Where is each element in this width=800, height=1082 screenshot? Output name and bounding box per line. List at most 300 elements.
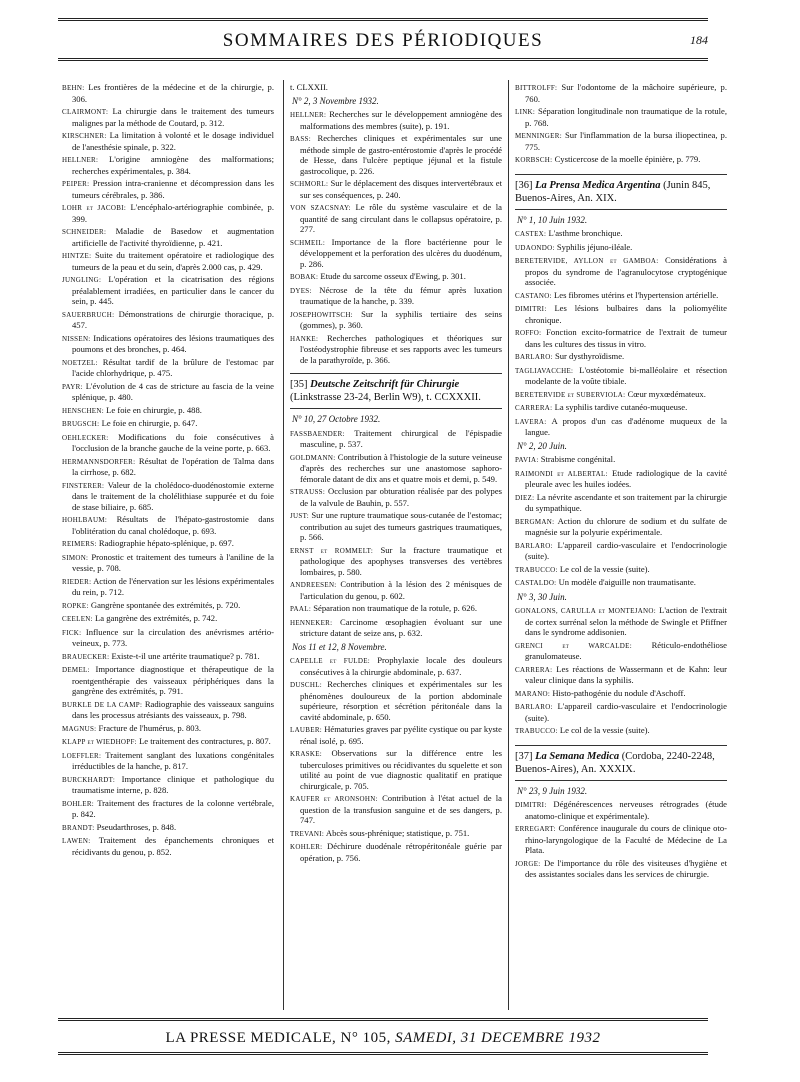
article-title: Pronostic et traitement des tumeurs à l'aniline de la vessie, p. 708. [72, 551, 274, 573]
article-entry [290, 285, 502, 307]
footer-day: SAMEDI, [395, 1030, 457, 1046]
column-3 [515, 82, 727, 882]
article-author: SIMON: [62, 553, 89, 562]
article-entry [62, 274, 274, 307]
article-title: Recherches cliniques et expérimentales sur les phénomènes douloureux de la portion abdominale supérieure, résorption et sécrétion péritonéale dans la cavité abdominale, p. 650. [300, 679, 502, 722]
article-title: L'asthme bronchique. [548, 228, 623, 238]
issue-heading: N° 2, 3 Novembre 1932. [292, 95, 379, 106]
article-entry [62, 600, 274, 612]
page-title: SOMMAIRES DES PÉRIODIQUES [222, 30, 544, 51]
issue-heading: N° 1, 10 Juin 1932. [517, 214, 588, 225]
article-author: BRANDT: [62, 823, 95, 832]
article-author: BOBAK: [290, 273, 319, 281]
issue-heading: N° 3, 30 Juin. [517, 591, 567, 602]
article-title: Démonstrations de chirurgie thoracique, p. 457. [72, 308, 274, 330]
article-author: MAGNUS: [62, 724, 97, 733]
article-entry [62, 835, 274, 857]
article-entry [515, 516, 727, 538]
article-entry [515, 701, 727, 723]
column-divider-2 [508, 80, 509, 1010]
article-title: Recherches cliniques et expérimentales sur une méthode simple de gastro-entérostomie d'après le procédé de Hesse, dans l'ulcère peptique jéjunal et la fistule gastrocolique, p. 226. [300, 133, 502, 176]
header-bottom-rule [58, 58, 708, 61]
article-entry [515, 823, 727, 856]
article-title: Sur dysthyroïdisme. [554, 351, 625, 361]
article-title: Les réactions de Wassermann et de Kahn: leur valeur clinique dans la syphilis. [525, 663, 727, 685]
article-title: Modifications du foie consécutives à l'occlusion de la branche gauche de la veine porte, p. 663. [72, 431, 274, 453]
article-author: BOHLER: [62, 799, 95, 808]
article-entry [290, 841, 502, 863]
article-entry [515, 351, 727, 363]
article-entry [62, 750, 274, 772]
article-author: MARANO: [515, 689, 551, 698]
article-entry [62, 514, 274, 536]
footer-date: 31 DECEMBRE 1932 [460, 1030, 601, 1046]
page-number: 184 [690, 33, 708, 47]
article-author: PAYR: [62, 382, 83, 391]
article-entry [62, 664, 274, 697]
article-title: Le traitement des contractures, p. 807. [139, 736, 271, 746]
article-entry [290, 452, 502, 485]
article-entry [62, 651, 274, 663]
article-author: GOLDMANN: [290, 453, 336, 462]
article-title: Radiographie hépato-splénique, p. 697. [98, 538, 234, 548]
article-author: LOEFFLER: [62, 751, 102, 760]
article-title: Réticulo-endothéliose granulomateuse. [525, 639, 727, 661]
article-author: MENNINGER: [515, 132, 562, 140]
article-author: VON SZACSNAY: [290, 204, 351, 212]
column-2 [290, 82, 502, 865]
article-entry [62, 538, 274, 550]
article-entry [62, 405, 274, 417]
article-entry [290, 309, 502, 331]
article-title: Radiographie des vaisseaux sanguins dans les processus atrésiants des vaisseaux, p. 798. [72, 698, 274, 720]
article-title: Strabisme congénital. [540, 454, 616, 464]
article-author: KAUFER et ARONSOHN: [290, 795, 378, 803]
article-author: DIMITRI: [515, 305, 547, 313]
article-author: LAVERA: [515, 417, 547, 426]
article-author: RAIMONDI et ALBERTAL: [515, 469, 608, 478]
article-entry [515, 402, 727, 414]
article-entry [290, 617, 502, 639]
article-author: BRUGSCH: [62, 420, 100, 428]
article-entry [62, 333, 274, 355]
article-entry [62, 381, 274, 403]
article-title: Valeur de la cholédoco-duodénostomie externe dans le traitement de la cholélithiase suppurée et du foie de stase biliaire, p. 685. [72, 479, 274, 512]
article-entry [62, 456, 274, 478]
article-title: Carcinome œsophagien évoluant sur une stricture datant de seize ans, p. 632. [300, 616, 502, 638]
article-author: KRASKE: [290, 750, 323, 758]
article-author: DEMEL: [62, 666, 90, 674]
issue-heading: N° 2, 20 Juin. [517, 440, 567, 451]
header-top-rule [58, 18, 708, 21]
footer [58, 1030, 708, 1047]
article-title: Pseudarthroses, p. 848. [96, 821, 177, 832]
article-entry [515, 228, 727, 240]
footer-journal: LA PRESSE MEDICALE, [165, 1030, 337, 1046]
article-author: KOHLER: [290, 843, 323, 851]
article-entry [515, 688, 727, 700]
article-author: PEIPER: [62, 180, 90, 188]
article-author: PAVIA: [515, 456, 539, 464]
article-title: L'origine amniogène des malformations; recherches expérimentales, p. 384. [72, 154, 275, 176]
article-title: Résultat tardif de la brûlure de l'estomac par l'acide chlorhydrique, p. 475. [72, 356, 274, 378]
article-title: Recherches pathologiques et théoriques sur l'ostéodystrophie fibreuse et ses rapports avec les tumeurs de la parathyroïde, p. 366. [300, 332, 502, 365]
article-author: DUSCHL: [290, 681, 323, 689]
article-entry [62, 309, 274, 331]
article-entry [515, 664, 727, 686]
article-author: CAPELLE et FULDE: [290, 657, 371, 665]
article-author: CLAIRMONT: [62, 108, 109, 116]
article-entry [515, 255, 727, 288]
article-title: Pression intra-cranienne et décompression dans les tumeurs cérébrales, p. 386. [72, 178, 274, 200]
article-entry [515, 154, 727, 166]
article-entry [515, 303, 727, 325]
article-entry [62, 699, 274, 721]
article-title: A propos d'un cas d'adénome muqueux de la langue. [525, 415, 727, 437]
journal-heading-37 [515, 745, 727, 781]
article-title: De l'importance du rôle des visiteuses d'hygiène et des assistantes sociales dans les services de chirurgie. [525, 857, 728, 879]
article-entry [515, 468, 727, 490]
article-title: Gangrène spontanée des extrémités, p. 720. [90, 599, 241, 610]
article-title: L'encéphalo-artériographie combinée, p. 399. [72, 202, 274, 224]
article-title: Sur le déplacement des disques intervertébraux et sur ses conséquences, p. 240. [300, 178, 502, 200]
journal-heading-36 [515, 174, 727, 210]
article-title: Histo-pathogénie du nodule d'Aschoff. [552, 687, 686, 698]
article-title: Fonction excito-formatrice de l'extrait de tumeur dans les cultures des tissus in vitro. [525, 327, 727, 349]
article-author: LAUBER: [290, 726, 323, 734]
article-author: KIRSCHNER: [62, 132, 107, 140]
article-title: Importance clinique et pathologique du traumatisme interne, p. 828. [72, 773, 274, 795]
article-entry [515, 725, 727, 737]
article-author: CEELEN: [62, 615, 93, 623]
article-author: DIEZ: [515, 493, 535, 502]
article-author: BURKLE DE LA CAMP: [62, 700, 143, 709]
article-title: L'opération et la cicatrisation des régions préalablement irradiées, en particulier dans le cancer du sein, p. 445. [72, 274, 274, 306]
article-entry [515, 327, 727, 349]
article-entry [62, 552, 274, 574]
article-entry [515, 130, 727, 152]
article-author: SCHNEIDER: [62, 228, 107, 236]
article-author: TREVANI: [290, 829, 325, 838]
article-author: SCHMORL: [290, 180, 329, 188]
journal-title: La Prensa Medica Argentina [535, 179, 661, 191]
article-entry [290, 486, 502, 508]
article-author: ANDREESEN: [290, 581, 337, 589]
journal-number: [35] [290, 379, 308, 390]
article-author: BITTROLFF: [515, 84, 558, 92]
article-entry [515, 492, 727, 514]
article-author: CASTALDO: [515, 579, 557, 587]
article-entry [290, 202, 502, 235]
article-author: BURCKHARDT: [62, 775, 116, 784]
article-author: BARLARO: [515, 703, 553, 711]
article-entry [290, 679, 502, 722]
article-entry [515, 106, 727, 128]
article-author: LINK: [515, 108, 536, 116]
article-entry [290, 579, 502, 601]
article-author: FASSBAENDER: [290, 429, 345, 438]
article-author: HENNEKER: [290, 618, 333, 627]
footer-top-rule [58, 1018, 708, 1021]
article-entry [62, 250, 274, 272]
column-divider-1 [283, 80, 284, 1010]
article-entry [62, 774, 274, 796]
article-author: BEHN: [62, 84, 85, 92]
article-entry [290, 237, 502, 270]
article-title: Le rôle du système vasculaire et de la quantité de sang circulant dans le collapsus opératoire, p. 277. [300, 202, 502, 234]
article-entry [290, 724, 502, 746]
journal-details: (Junin 845, Buenos-Aires, An. XIX. [515, 179, 711, 204]
journal-details: (Linkstrasse 23-24, Berlin W9), t. CCXXXII. [290, 392, 481, 403]
volume-line: t. CLXXII. [290, 82, 328, 92]
journal-title: Deutsche Zeitschrift für Chirurgie [310, 379, 460, 390]
article-title: Les lésions bulbaires dans la poliomyélite chronique. [525, 303, 727, 325]
article-title: Prophylaxie locale des douleurs consécutives à la chirurgie abdominale, p. 637. [300, 655, 503, 677]
article-entry [515, 640, 727, 662]
article-entry [62, 357, 274, 379]
article-author: BARLARO: [515, 353, 553, 361]
article-title: Résultat de l'opération de Talma dans la cirrhose, p. 682. [72, 455, 274, 477]
article-title: Les frontières de la médecine et de la chirurgie, p. 306. [72, 82, 274, 104]
article-title: Déchirure duodénale rétropéritonéale guérie par opération, p. 756. [300, 841, 502, 863]
article-author: KORBSCH: [515, 156, 553, 164]
article-title: Sur l'odontome de la mâchoire supérieure, p. 760. [525, 82, 727, 104]
article-author: BASS: [290, 135, 311, 143]
article-author: HELLNER: [62, 156, 99, 164]
article-author: JUST: [290, 512, 310, 520]
article-title: La chirurgie dans le traitement des tumeurs malignes par la méthode de Coutard, p. 312. [72, 106, 274, 128]
article-entry [62, 106, 274, 128]
article-entry [290, 133, 502, 176]
article-title: Suite du traitement opératoire et radiologique des tumeurs de la peau et du sein, d'après 2.000 cas, p. 429. [72, 250, 274, 272]
issue-heading: N° 10, 27 Octobre 1932. [292, 414, 381, 424]
article-title: Conférence inaugurale du cours de clinique oto-rhino-laryngologique de la Faculté de Médecine de La Plata. [525, 823, 727, 855]
article-entry [515, 577, 727, 589]
article-title: Séparation longitudinale non traumatique de la rotule, p. 768. [525, 106, 727, 128]
article-author: HOHLBAUM: [62, 516, 108, 524]
article-entry [290, 748, 502, 791]
article-title: Un modèle d'aiguille non traumatisante. [558, 577, 696, 587]
article-entry [62, 480, 274, 513]
article-title: Résultats de l'hépato-gastrostomie dans l'oblitération du canal cholédoque, p. 693. [72, 514, 274, 536]
article-author: JOSEPHOWITSCH: [290, 310, 353, 319]
article-title: Nécrose de la tête du fémur après luxation traumatique de la hanche, p. 339. [300, 284, 502, 306]
article-title: Sur une rupture traumatique sous-cutanée de l'estomac; contribution au sujet des tumeurs gastriques traumatiques, p. 566. [300, 510, 502, 542]
article-entry [290, 333, 502, 366]
article-title: Occlusion par obturation réalisée par des polypes de la valvule de Bauhin, p. 557. [300, 486, 503, 508]
article-title: Fracture de l'humérus, p. 803. [98, 722, 202, 733]
article-author: BRAUECKER: [62, 652, 110, 661]
article-title: Sur la fracture traumatique et pathologique des apophyses transverses des vertèbres lombaires, p. 580. [300, 544, 502, 577]
article-entry [515, 540, 727, 562]
article-title: Le col de la vessie (suite). [559, 563, 650, 574]
article-entry [62, 202, 274, 224]
article-author: SCHMEIL: [290, 238, 326, 247]
article-title: Observations sur la différence entre les tuberculoses primitives ou récidivantes du squelette et son utilité au point de vue diagnostic qualitatif en pratique chirurgicale, p. 705. [300, 748, 502, 791]
article-entry [515, 365, 727, 387]
article-title: Traitement sanglant des luxations congénitales irréductibles de la hanche, p. 817. [72, 749, 274, 771]
article-title: Contribution à la lésion des 2 ménisques de l'articulation du genou, p. 602. [300, 579, 502, 601]
article-title: Cysticercose de la moelle épinière, p. 779. [554, 154, 701, 164]
article-entry [62, 736, 274, 748]
article-entry [290, 793, 502, 826]
journal-heading-35 [290, 373, 502, 409]
article-entry [62, 613, 274, 625]
article-title: Considérations à propos du syndrome de l'agranulocytose cryptogénique associée. [525, 255, 727, 287]
article-entry [290, 510, 502, 543]
article-author: HANKE: [290, 334, 319, 343]
article-author: UDAONDO: [515, 243, 555, 252]
journal-title: La Semana Medica [535, 750, 620, 762]
article-author: DIMITRI: [515, 801, 547, 809]
article-author: JUNGLING: [62, 276, 102, 284]
article-title: L'appareil cardio-vasculaire et l'endocrinologie (suite). [525, 539, 727, 561]
issue-heading: N° 23, 9 Juin 1932. [517, 785, 588, 796]
article-title: Dégénérescences nerveuses rétrogrades (étude anatomo-clinique et expérimentale). [525, 799, 727, 821]
article-entry [62, 226, 274, 248]
article-entry [290, 178, 502, 200]
article-author: TAGLIAVACCHE: [515, 366, 574, 375]
article-author: CASTEX: [515, 230, 547, 238]
article-entry [515, 290, 727, 302]
article-entry [62, 418, 274, 430]
article-author: CASTANO: [515, 291, 552, 300]
article-title: Recherches sur le développement amniogène des malformations des membres (suite), p. 191. [300, 109, 502, 131]
article-title: Traitement des fractures de la colonne vertébrale, p. 842. [72, 797, 274, 819]
article-author: ERREGART: [515, 825, 556, 833]
issue-heading: Nos 11 et 12, 8 Novembre. [292, 641, 387, 652]
article-title: Abcès sous-phrénique; statistique, p. 751. [325, 827, 470, 838]
article-author: ROFFO: [515, 329, 542, 337]
article-author: REIMERS: [62, 540, 97, 548]
journal-number: [37] [515, 750, 533, 762]
article-entry [62, 130, 274, 152]
article-title: La limitation à volonté et le dosage individuel de l'anesthésie spinale, p. 322. [72, 130, 274, 152]
article-entry [62, 154, 274, 176]
footer-bottom-rule [58, 1052, 708, 1055]
article-title: Cœur myxœdémateux. [627, 388, 706, 399]
article-author: FINSTERER: [62, 481, 105, 490]
article-entry [290, 109, 502, 131]
article-author: RIEDER: [62, 577, 92, 586]
article-title: L'appareil cardio-vasculaire et l'endocrinologie (suite). [525, 701, 727, 723]
article-entry [62, 576, 274, 598]
article-title: Action du chlorure de sodium et du sulfate de magnésie sur la polyurie expérimentale. [525, 515, 727, 537]
article-title: L'évolution de 4 cas de stricture au fascia de la veine splénique, p. 480. [72, 380, 274, 402]
article-author: HENSCHEN: [62, 406, 104, 415]
article-author: CARRERA: [515, 665, 553, 674]
article-title: Séparation non traumatique de la rotule, p. 626. [313, 603, 477, 613]
article-author: NISSEN: [62, 334, 91, 343]
article-entry [290, 828, 502, 840]
article-author: JORGE: [515, 859, 541, 868]
article-author: BERETERVIDE et SUBERVIOLA: [515, 390, 626, 399]
article-entry [62, 822, 274, 834]
article-author: NOETZEL: [62, 358, 98, 367]
article-title: Influence sur la circulation des anévrismes artério-veineux, p. 773. [72, 626, 275, 648]
article-title: Maladie de Basedow et augmentation artificielle de l'activité thyroïdienne, p. 421. [72, 226, 274, 248]
article-entry [515, 799, 727, 821]
article-title: Indications opératoires des lésions traumatiques des poumons et des bronches, p. 464. [72, 332, 274, 354]
article-entry [62, 627, 274, 649]
article-title: Contribution à l'histologie de la suture veineuse d'après des recherches sur une anastomose saphoro-fémorale datant de dix ans et quatre mois et demi, p. 549. [300, 451, 503, 484]
article-author: FICK: [62, 628, 82, 637]
article-title: Sur la syphilis tertiaire des seins (gommes), p. 360. [300, 308, 502, 330]
article-author: HERMANNSDORFER: [62, 457, 136, 466]
footer-issue: N° 105, [340, 1030, 391, 1046]
article-author: HELLNER: [290, 111, 327, 119]
article-title: Sur l'inflammation de la bursa iliopectinea, p. 775. [525, 130, 727, 152]
article-title: Syphilis jéjuno-iléale. [556, 241, 633, 252]
journal-details: (Cordoba, 2240-2248, Buenos-Aires), An. XXXIX. [515, 750, 715, 775]
article-title: Etude du sarcome osseux d'Ewing, p. 301. [320, 271, 466, 281]
article-title: Contribution à l'état actuel de la question de la transfusion sanguine et de ses dangers, p. 747. [300, 793, 502, 825]
article-author: LOHR et JACOBI: [62, 204, 127, 212]
article-author: OEHLECKER: [62, 433, 109, 442]
article-title: Importance de la flore bactérienne pour le développement et la perforation des ulcères du duodénum, p. 286. [300, 236, 502, 269]
article-author: ROPKE: [62, 601, 89, 610]
article-entry [515, 605, 727, 638]
article-author: KLAPP et WIEDHOPF: [62, 738, 137, 746]
article-title: L'ostéotomie bi-malléolaire et résection modelante de la voûte tibiale. [525, 364, 727, 386]
article-entry [62, 178, 274, 200]
article-author: GONALONS, CARULLA et MONTEJANO: [515, 607, 657, 615]
article-title: Traitement des épanchements chroniques et récidivants du genou, p. 852. [72, 835, 274, 857]
article-entry [62, 798, 274, 820]
article-author: BARLARO: [515, 541, 553, 550]
article-author: TRABUCCO: [515, 565, 558, 574]
article-title: La névrite ascendante et son traitement par la chirurgie du sympathique. [525, 491, 727, 513]
article-entry [515, 416, 727, 438]
article-title: Action de l'énervation sur les lésions expérimentales du rein, p. 712. [72, 575, 274, 597]
article-title: Le col de la vessie (suite). [559, 725, 650, 735]
article-author: GRENCI et WARCALDE: [515, 641, 632, 650]
article-title: Etude radiologique de la cavité pleurale avec les huiles iodées. [525, 467, 727, 489]
article-entry [62, 82, 274, 104]
article-author: PAAL: [290, 605, 312, 613]
article-title: Hématuries graves par pyélite cystique ou par kyste rénal isolé, p. 695. [300, 724, 502, 746]
article-entry [515, 389, 727, 401]
article-author: LAWEN: [62, 837, 91, 845]
article-author: STRAUSS: [290, 488, 326, 496]
article-entry [62, 432, 274, 454]
article-author: SAUERBRUCH: [62, 310, 115, 319]
article-entry [290, 545, 502, 578]
article-entry [62, 723, 274, 735]
article-author: CARRERA: [515, 404, 553, 412]
article-title: Existe-t-il une artérite traumatique? p. 781. [111, 650, 260, 661]
article-title: La gangrène des extrémités, p. 742. [95, 613, 218, 623]
article-entry [515, 564, 727, 576]
article-entry [290, 271, 502, 283]
article-author: BERGMAN: [515, 517, 555, 526]
article-title: Importance diagnostique et thérapeutique de la roentgenthérapie des vaisseaux périphériques dans la gangrène des extrémités, p. 791. [72, 664, 274, 696]
article-author: HINTZE: [62, 252, 92, 260]
article-author: TRABUCCO: [515, 727, 558, 735]
article-author: ERNST et ROMMELT: [290, 546, 374, 555]
article-title: La syphilis tardive cutanéo-muqueuse. [554, 402, 688, 412]
article-entry [515, 82, 727, 104]
article-author: BERETERVIDE, AYLLON et GAMBOA: [515, 257, 659, 265]
article-entry [290, 655, 502, 677]
article-entry [290, 428, 502, 450]
article-title: Traitement chirurgical de l'épispadie masculine, p. 537. [300, 427, 502, 449]
article-title: Le foie en chirurgie, p. 647. [101, 418, 198, 428]
article-entry [290, 603, 502, 615]
article-title: Le foie en chirurgie, p. 488. [106, 404, 202, 415]
article-title: Les fibromes utérins et l'hypertension artérielle. [554, 289, 719, 300]
article-entry [515, 454, 727, 466]
